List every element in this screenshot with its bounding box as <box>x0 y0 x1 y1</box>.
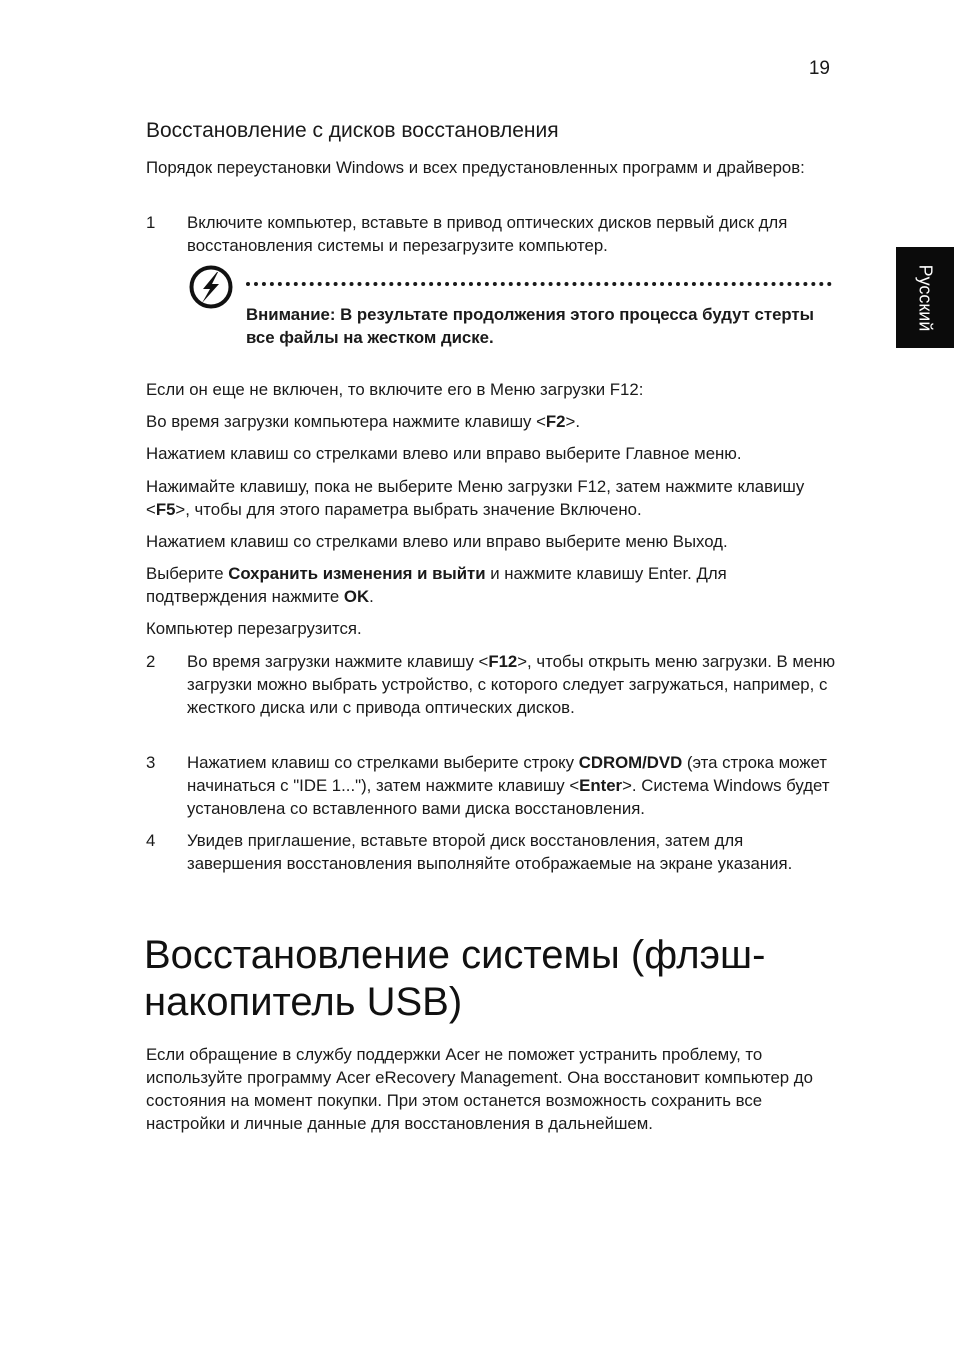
step-1-number: 1 <box>146 213 156 232</box>
warning-text: Внимание: В результате продолжения этого процесса будут стерты все файлы на жестком диске. <box>246 305 814 347</box>
step-3-text: Нажатием клавиш со стрелками выберите строку CDROM/DVD (эта строка может начинаться с "IDE 1..."), затем нажмите клавишу <Enter>. Система Windows будет установлена со вставленного вами диска восстановления. <box>187 753 830 818</box>
warning-bolt-icon <box>188 264 234 310</box>
step-2-number: 2 <box>146 652 156 671</box>
warning-divider <box>246 282 832 286</box>
step-3-number: 3 <box>146 753 156 772</box>
paragraph-exit-menu: Нажатием клавиш со стрелками влево или вправо выберите меню Выход. <box>146 532 728 551</box>
language-tab <box>896 247 954 348</box>
final-paragraph: Если обращение в службу поддержки Acer не поможет устранить проблему, то используйте программу Acer eRecovery Management. Она восстановит компьютер до состояния на момент покупки. При этом останется возможность сохранить все настройки и личные данные для восстановления в дальнейшем. <box>146 1045 813 1133</box>
paragraph-f2: Во время загрузки компьютера нажмите клавишу <F2>. <box>146 412 580 431</box>
step-4-number: 4 <box>146 831 156 850</box>
page-number: 19 <box>808 58 830 79</box>
intro-paragraph: Порядок переустановки Windows и всех предустановленных программ и драйверов: <box>146 158 805 177</box>
language-tab-label: Русский <box>915 264 936 331</box>
step-1-text: Включите компьютер, вставьте в привод оптических дисков первый диск для восстановления системы и перезагрузите компьютер. <box>187 213 788 255</box>
paragraph-main-menu: Нажатием клавиш со стрелками влево или вправо выберите Главное меню. <box>146 444 742 463</box>
paragraph-save: Выберите Сохранить изменения и выйти и нажмите клавишу Enter. Для подтверждения нажмите OK. <box>146 564 727 606</box>
step-4-text: Увидев приглашение, вставьте второй диск восстановления, затем для завершения восстановления выполняйте отображаемые на экране указания. <box>187 831 793 873</box>
paragraph-boot-menu: Если он еще не включен, то включите его в Меню загрузки F12: <box>146 380 644 399</box>
step-2-text: Во время загрузки нажмите клавишу <F12>, чтобы открыть меню загрузки. В меню загрузки можно выбрать устройство, с которого следует загружаться, например, с жесткого диска или с привода оптических дисков. <box>187 652 836 717</box>
paragraph-reboot: Компьютер перезагрузится. <box>146 619 362 638</box>
section-heading: Восстановление системы (флэш-накопитель USB) <box>144 933 766 1024</box>
section-subheading: Восстановление с дисков восстановления <box>146 119 559 142</box>
paragraph-f5: Нажимайте клавишу, пока не выберите Меню загрузки F12, затем нажмите клавишу <F5>, чтобы для этого параметра выбрать значение Включено. <box>146 477 805 519</box>
